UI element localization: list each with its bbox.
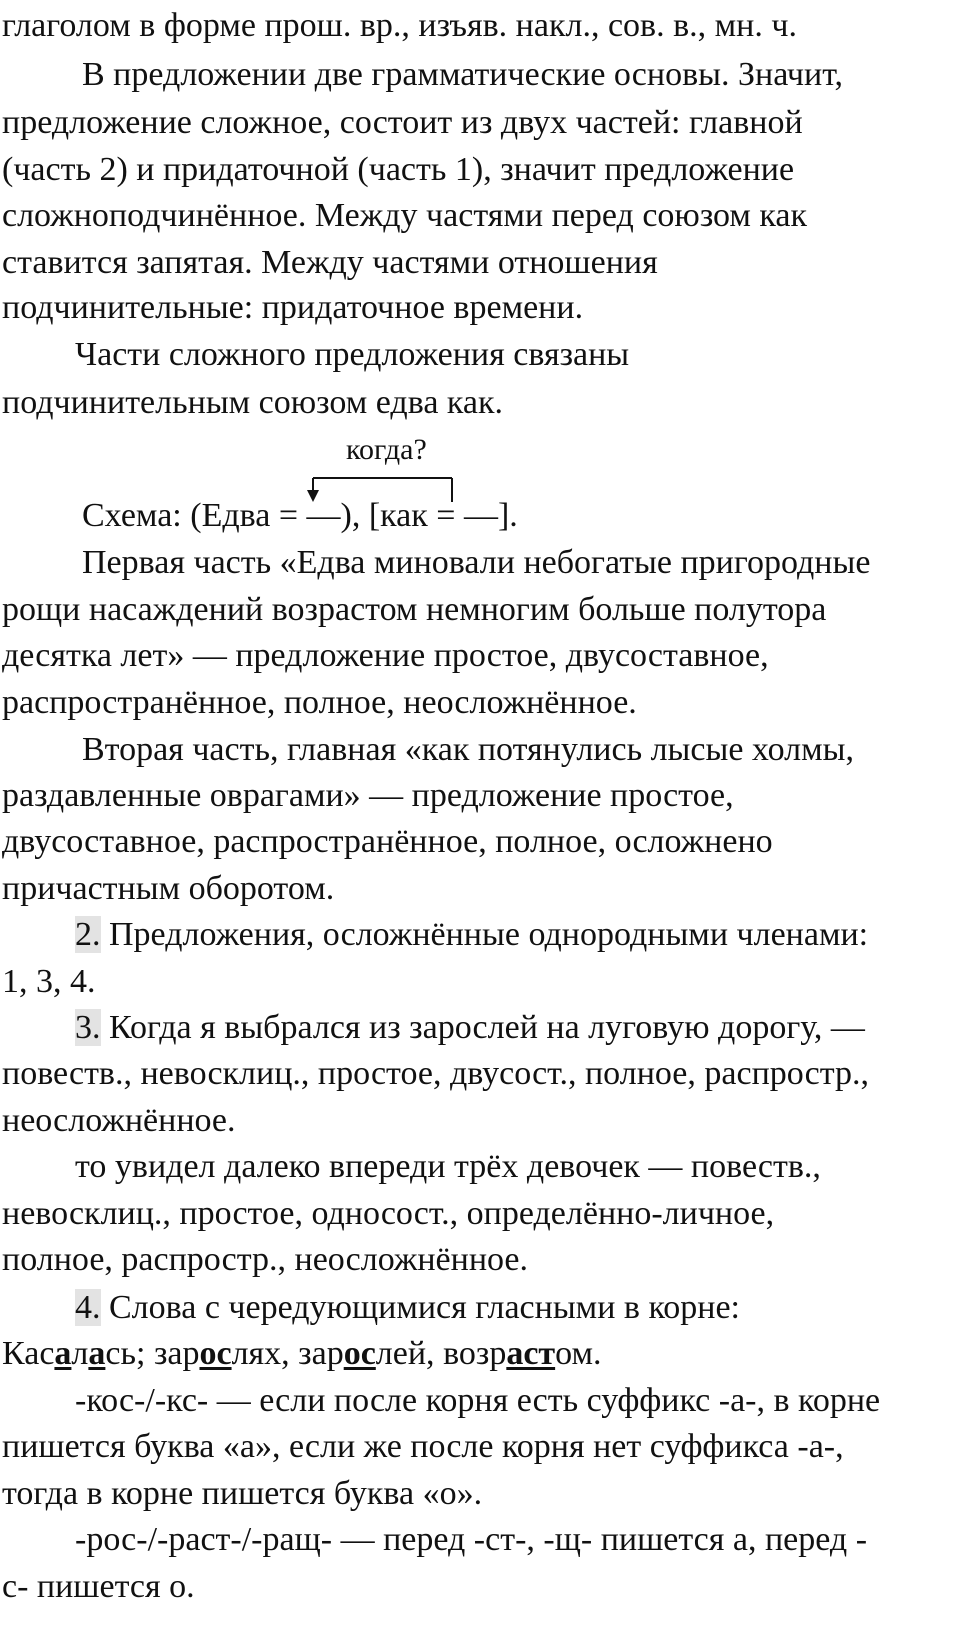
text-line: Первая часть «Едва миновали небогатые пригородные [82,544,871,581]
text-line: повеств., невосклиц., простое, двусост., полное, распростр., [2,1055,869,1092]
text-line: пишется буква «а», если же после корня нет суффикса -а-, [2,1428,844,1465]
text-line: (часть 2) и придаточной (часть 1), значит предложение [2,151,795,188]
item-4 [75,1288,740,1328]
text-line: тогда в корне пишется буква «о». [2,1475,483,1512]
root-vowel: а [54,1335,72,1372]
text-line: невосклиц., простое, односост., определённо-личное, [2,1195,775,1232]
text-line: подчинительные: придаточное времени. [2,289,584,326]
text-line: подчинительным союзом едва как. [2,384,504,421]
root-vowel: а [88,1335,106,1372]
scheme-rest: = —]. [427,497,518,534]
scheme-formula [82,496,518,536]
text-line: предложение сложное, состоит из двух частей: главной [2,104,803,141]
scheme-question: когда? [346,433,427,466]
root-vowel: ос [199,1335,232,1372]
word-part: зар [298,1335,344,1372]
text-line: сложноподчинённое. Между частями перед союзом как [2,197,808,234]
word-part: зар [153,1335,200,1372]
text-line: десятка лет» — предложение простое, двусоставное, [2,637,769,674]
text-line: -рос-/-раст-/-ращ- — перед -ст-, -щ- пишется а, перед - [75,1521,868,1558]
text-line: 1, 3, 4. [2,963,96,1000]
scheme-dash: —), [ [298,497,381,534]
item-2 [75,915,868,955]
text-line: распространённое, полное, неосложнённое. [2,684,637,721]
word-part: сь; [105,1335,154,1372]
word-part: ом. [555,1335,602,1372]
word-part: л [71,1335,89,1372]
item-4-text: Слова с чередующимися гласными в корне: [109,1289,740,1326]
text-line: В предложении две грамматические основы. Значит, [82,56,844,93]
word-part: возр [443,1335,507,1372]
word-part: Кас [2,1335,55,1372]
text-line: с- пишется о. [2,1568,195,1605]
text-line: -кос-/-кс- — если после корня есть суффикс -а-, в корне [75,1382,881,1419]
text-line: раздавленные оврагами» — предложение простое, [2,777,734,814]
alternating-roots-words [2,1334,602,1374]
scheme-eq: = [278,497,299,534]
word-part: лей, [375,1335,444,1372]
text-line: Вторая часть, главная «как потянулись лысые холмы, [82,731,855,768]
text-line: двусоставное, распространённое, полное, осложнено [2,823,773,860]
item-number-3: 3. [75,1009,101,1046]
text-line: то увидел далеко впереди трёх девочек — повеств., [75,1148,821,1185]
text-line: рощи насаждений возрастом немногим больше полутора [2,591,827,628]
item-2-text: Предложения, осложнённые однородными членами: [109,916,869,953]
text-line: Части сложного предложения связаны [75,336,630,373]
scheme-kak: как [380,497,428,534]
text-line: глаголом в форме прош. вр., изъяв. накл., сов. в., мн. ч. [2,7,797,44]
root-vowel: аст [506,1335,556,1372]
item-number-2: 2. [75,916,101,953]
root-vowel: ос [343,1335,376,1372]
text-line: причастным оборотом. [2,870,335,907]
scheme-arrow-icon [0,0,960,520]
text-line: неосложнённое. [2,1102,236,1139]
item-3 [75,1008,865,1048]
scheme-prefix: Схема: (Едва [82,497,279,534]
word-part: лях, [231,1335,299,1372]
text-line: полное, распростр., неосложнённое. [2,1241,529,1278]
text-line: ставится запятая. Между частями отношения [2,244,658,281]
item-number-4: 4. [75,1289,101,1326]
item-3-text: Когда я выбрался из зарослей на луговую дорогу, — [109,1009,865,1046]
